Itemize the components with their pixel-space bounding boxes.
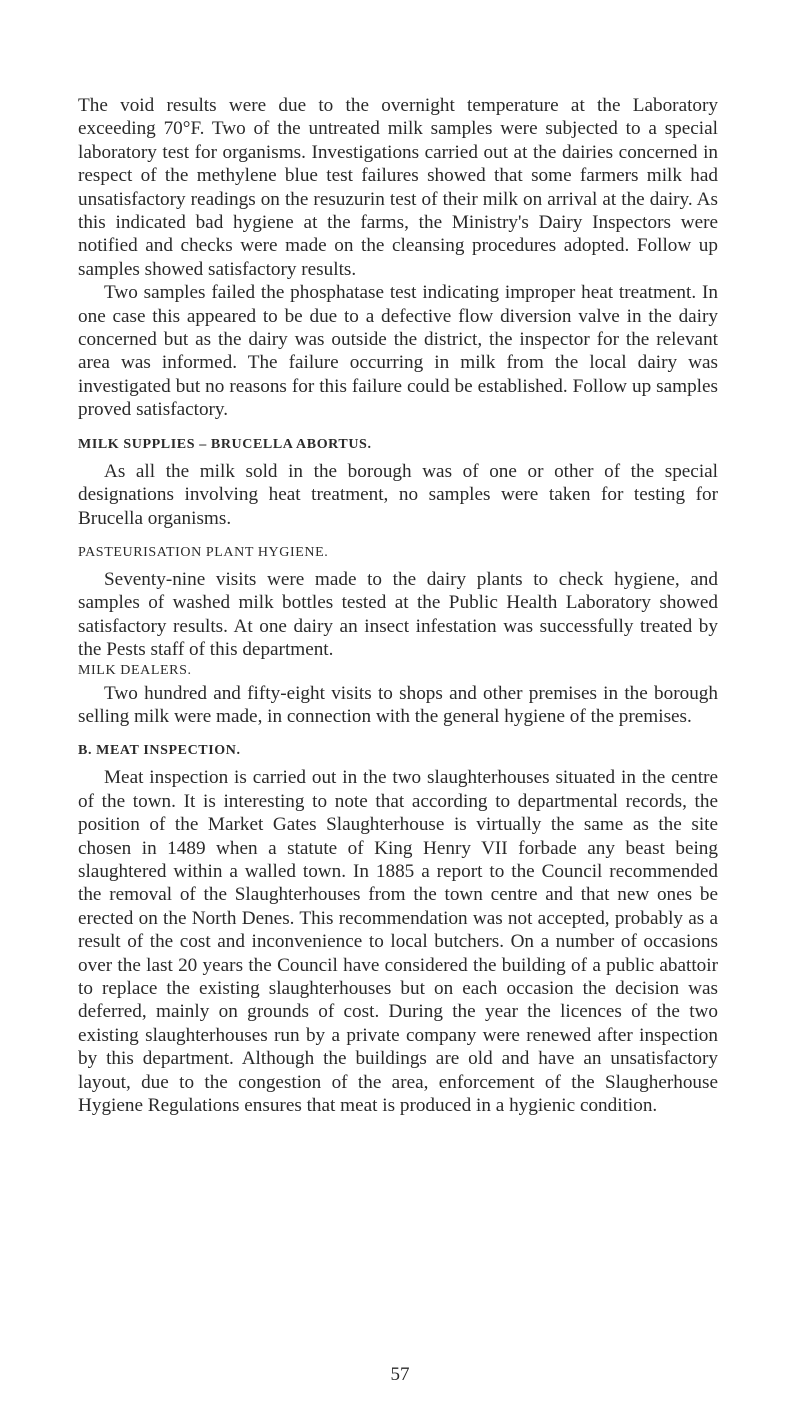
paragraph-phosphatase: Two samples failed the phosphatase test indicating improper heat treatment. In one case this appeared to be due to a defective flow diversion valve in the dairy concerned but as the dairy was outside the district, the inspector for the relevant area was informed. The failure occurring in milk from the local dairy was investigated but no reasons for this failure could be established. Follow up samples proved satisfactory. <box>78 282 718 421</box>
heading-meat-inspection: B. MEAT INSPECTION. <box>78 743 241 759</box>
heading-pasteurisation-plant-hygiene: PASTEURISATION PLANT HYGIENE. <box>78 544 329 560</box>
heading-milk-supplies-brucella: MILK SUPPLIES – BRUCELLA ABORTUS. <box>78 436 372 452</box>
paragraph-pasteurisation: Seventy-nine visits were made to the dairy plants to check hygiene, and samples of washed milk bottles tested at the Public Health Laboratory showed satisfactory results. At one dairy an insect infestation was successfully treated by the Pests staff of this department. <box>78 568 718 661</box>
paragraph-meat-inspection: Meat inspection is carried out in the two slaughterhouses situated in the centre of the town. It is interesting to note that according to departmental records, the position of the Market Gates Slaughterhouse is virtually the same as the site chosen in 1489 when a statute of King Henry VII forbade any beast being slaughtered within a walled town. In 1885 a report to the Council recommended the removal of the Slaughterhouses from the town centre and that new ones be erected on the North Denes. This recommendation was not accepted, probably as a result of the cost and inconvenience to local butchers. On a number of occasions over the last 20 years the Council have considered the building of a public abattoir to replace the existing slaughterhouses but on each occasion the decision was deferred, mainly on grounds of cost. During the year the licences of the two existing slaughterhouses run by a private company were renewed after inspection by this department. Although the buildings are old and have an unsatisfactory layout, due to the congestion of the area, enforcement of the Slaugherhouse Hygiene Regulations ensures that meat is produced in a hygienic condition. <box>78 767 718 1117</box>
page-number: 57 <box>390 1364 410 1385</box>
document-page <box>78 94 718 1117</box>
paragraph-void-results: The void results were due to the overnight temperature at the Laboratory exceeding 70°F. Two of the untreated milk samples were subjected to a special laboratory test for organisms. Investigations carried out at the dairies concerned in respect of the methylene blue test failures showed that some farmers milk had unsatisfactory readings on the resuzurin test of their milk on arrival at the dairy. As this indicated bad hygiene at the farms, the Ministry's Dairy Inspectors were notified and checks were made on the cleansing procedures adopted. Follow up samples showed satisfactory results. <box>78 95 718 280</box>
heading-milk-dealers: MILK DEALERS. <box>78 662 192 678</box>
paragraph-milk-dealers: Two hundred and fifty-eight visits to shops and other premises in the borough selling milk were made, in connection with the general hygiene of the premises. <box>78 682 718 727</box>
paragraph-brucella: As all the milk sold in the borough was of one or other of the special designations involving heat treatment, no samples were taken for testing for Brucella organisms. <box>78 460 718 529</box>
